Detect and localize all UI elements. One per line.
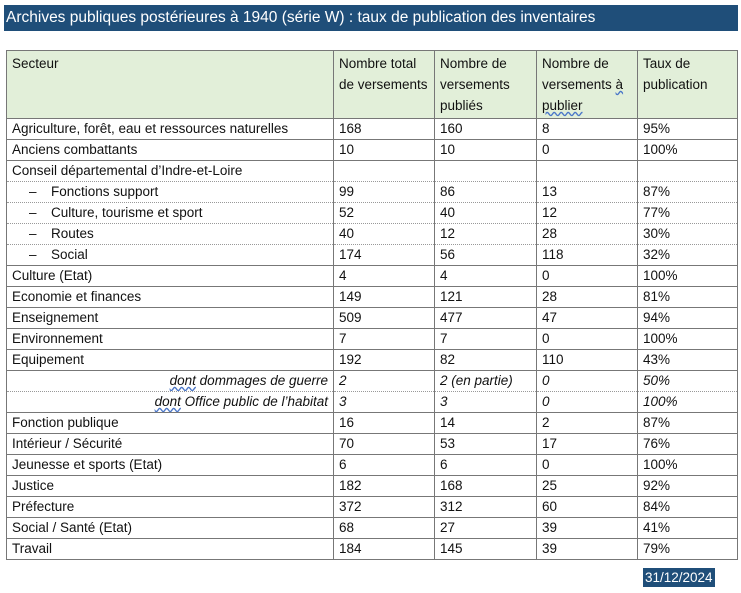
cell-a-publier: 25	[537, 476, 638, 497]
table-row	[7, 308, 738, 329]
cell-publies: 4	[435, 266, 537, 287]
cell-total: 4	[334, 266, 435, 287]
cell-a-publier: 17	[537, 434, 638, 455]
cell-taux: 100%	[638, 140, 738, 161]
cell-secteur: Environnement	[7, 329, 334, 350]
cell-publies: 6	[435, 455, 537, 476]
cell-total: 182	[334, 476, 435, 497]
cell-a-publier: 28	[537, 224, 638, 245]
cell-a-publier: 0	[537, 371, 638, 392]
cell-publies: 145	[435, 539, 537, 560]
header-publies: Nombre de versements publiés	[435, 51, 537, 119]
table-header-row	[7, 51, 738, 119]
cell-taux: 87%	[638, 182, 738, 203]
cell-secteur: Social / Santé (Etat)	[7, 518, 334, 539]
cell-taux: 100%	[638, 455, 738, 476]
cell-secteur: Culture (Etat)	[7, 266, 334, 287]
cell-a-publier: 0	[537, 392, 638, 413]
cell-total	[334, 161, 435, 182]
cell-total: 168	[334, 119, 435, 140]
cell-total: 3	[334, 392, 435, 413]
cell-a-publier: 2	[537, 413, 638, 434]
cell-taux: 95%	[638, 119, 738, 140]
cell-secteur-label: Fonctions support	[51, 184, 159, 199]
cell-a-publier: 110	[537, 350, 638, 371]
cell-publies: 12	[435, 224, 537, 245]
cell-publies: 168	[435, 476, 537, 497]
cell-publies: 121	[435, 287, 537, 308]
cell-a-publier: 0	[537, 140, 638, 161]
cell-publies: 10	[435, 140, 537, 161]
cell-secteur: Travail	[7, 539, 334, 560]
cell-taux: 30%	[638, 224, 738, 245]
cell-a-publier: 39	[537, 518, 638, 539]
table-row	[7, 224, 738, 245]
cell-secteur: Equipement	[7, 350, 334, 371]
cell-secteur: Conseil départemental d’Indre-et-Loire	[7, 161, 334, 182]
table-row	[7, 182, 738, 203]
cell-publies: 160	[435, 119, 537, 140]
table-row	[7, 392, 738, 413]
cell-taux: 32%	[638, 245, 738, 266]
cell-total: 192	[334, 350, 435, 371]
cell-secteur: Fonction publique	[7, 413, 334, 434]
table-row	[7, 455, 738, 476]
cell-taux: 79%	[638, 539, 738, 560]
dont-label: dont	[169, 373, 196, 388]
cell-a-publier: 0	[537, 329, 638, 350]
cell-a-publier: 47	[537, 308, 638, 329]
table-row	[7, 371, 738, 392]
cell-publies: 82	[435, 350, 537, 371]
cell-secteur	[7, 182, 334, 203]
cell-secteur: Enseignement	[7, 308, 334, 329]
cell-total: 2	[334, 371, 435, 392]
dash-bullet: –	[29, 205, 37, 220]
table-row	[7, 119, 738, 140]
header-total: Nombre total de versements	[334, 51, 435, 119]
dash-bullet: –	[29, 226, 37, 241]
cell-taux: 41%	[638, 518, 738, 539]
cell-a-publier: 0	[537, 455, 638, 476]
cell-secteur: Intérieur / Sécurité	[7, 434, 334, 455]
cell-secteur: Préfecture	[7, 497, 334, 518]
cell-publies	[435, 161, 537, 182]
cell-total: 10	[334, 140, 435, 161]
cell-taux: 77%	[638, 203, 738, 224]
table-row	[7, 476, 738, 497]
cell-taux: 81%	[638, 287, 738, 308]
cell-total: 7	[334, 329, 435, 350]
table-row	[7, 539, 738, 560]
cell-a-publier: 28	[537, 287, 638, 308]
cell-secteur: Agriculture, forêt, eau et ressources naturelles	[7, 119, 334, 140]
table-row	[7, 350, 738, 371]
cell-taux: 100%	[638, 392, 738, 413]
dont-label: dont	[154, 394, 181, 409]
table-row	[7, 140, 738, 161]
cell-total: 68	[334, 518, 435, 539]
table-row	[7, 203, 738, 224]
table-row	[7, 245, 738, 266]
header-a-publier-line2: à publier	[542, 77, 624, 113]
cell-total: 52	[334, 203, 435, 224]
publication-table	[6, 50, 738, 560]
cell-taux: 50%	[638, 371, 738, 392]
cell-a-publier: 13	[537, 182, 638, 203]
page-title: Archives publiques postérieures à 1940 (série W) : taux de publication des inventaires	[4, 5, 738, 31]
cell-publies: 53	[435, 434, 537, 455]
cell-secteur-label: Office public de l’habitat	[184, 394, 328, 409]
cell-total: 184	[334, 539, 435, 560]
cell-taux: 94%	[638, 308, 738, 329]
cell-secteur	[7, 371, 334, 392]
cell-a-publier: 39	[537, 539, 638, 560]
table-row	[7, 434, 738, 455]
cell-total: 16	[334, 413, 435, 434]
table-row	[7, 497, 738, 518]
table-row	[7, 266, 738, 287]
cell-a-publier: 60	[537, 497, 638, 518]
table-row	[7, 329, 738, 350]
cell-total: 509	[334, 308, 435, 329]
header-a-publier-line1: Nombre de versements	[542, 56, 612, 92]
cell-secteur	[7, 203, 334, 224]
header-a-publier	[537, 51, 638, 119]
cell-secteur-label: Social	[51, 247, 88, 262]
cell-a-publier: 8	[537, 119, 638, 140]
cell-secteur: Economie et finances	[7, 287, 334, 308]
dash-bullet: –	[29, 247, 37, 262]
cell-taux: 87%	[638, 413, 738, 434]
cell-total: 149	[334, 287, 435, 308]
cell-publies: 56	[435, 245, 537, 266]
cell-secteur: Justice	[7, 476, 334, 497]
cell-a-publier: 12	[537, 203, 638, 224]
cell-total: 99	[334, 182, 435, 203]
cell-taux: 84%	[638, 497, 738, 518]
cell-publies: 477	[435, 308, 537, 329]
header-taux: Taux de publication	[638, 51, 738, 119]
table-row	[7, 518, 738, 539]
date-badge: 31/12/2024	[645, 570, 713, 585]
cell-taux	[638, 161, 738, 182]
table-row	[7, 413, 738, 434]
cell-secteur	[7, 392, 334, 413]
cell-secteur: Jeunesse et sports (Etat)	[7, 455, 334, 476]
cell-taux: 100%	[638, 329, 738, 350]
cell-publies: 40	[435, 203, 537, 224]
cell-total: 6	[334, 455, 435, 476]
table-row	[7, 287, 738, 308]
header-secteur: Secteur	[7, 51, 334, 119]
dash-bullet: –	[29, 184, 37, 199]
cell-taux: 100%	[638, 266, 738, 287]
cell-taux: 92%	[638, 476, 738, 497]
cell-secteur-label: Routes	[51, 226, 94, 241]
cell-a-publier: 0	[537, 266, 638, 287]
cell-taux: 76%	[638, 434, 738, 455]
cell-secteur: Anciens combattants	[7, 140, 334, 161]
cell-secteur	[7, 245, 334, 266]
cell-total: 70	[334, 434, 435, 455]
cell-total: 174	[334, 245, 435, 266]
cell-publies: 86	[435, 182, 537, 203]
cell-publies: 7	[435, 329, 537, 350]
cell-publies: 27	[435, 518, 537, 539]
cell-secteur-label: dommages de guerre	[199, 373, 328, 388]
cell-total: 372	[334, 497, 435, 518]
table-row	[7, 161, 738, 182]
cell-a-publier	[537, 161, 638, 182]
cell-total: 40	[334, 224, 435, 245]
cell-secteur	[7, 224, 334, 245]
cell-secteur-label: Culture, tourisme et sport	[51, 205, 203, 220]
cell-taux: 43%	[638, 350, 738, 371]
cell-publies: 312	[435, 497, 537, 518]
cell-a-publier: 118	[537, 245, 638, 266]
cell-publies: 2 (en partie)	[435, 371, 537, 392]
cell-publies: 14	[435, 413, 537, 434]
cell-publies: 3	[435, 392, 537, 413]
